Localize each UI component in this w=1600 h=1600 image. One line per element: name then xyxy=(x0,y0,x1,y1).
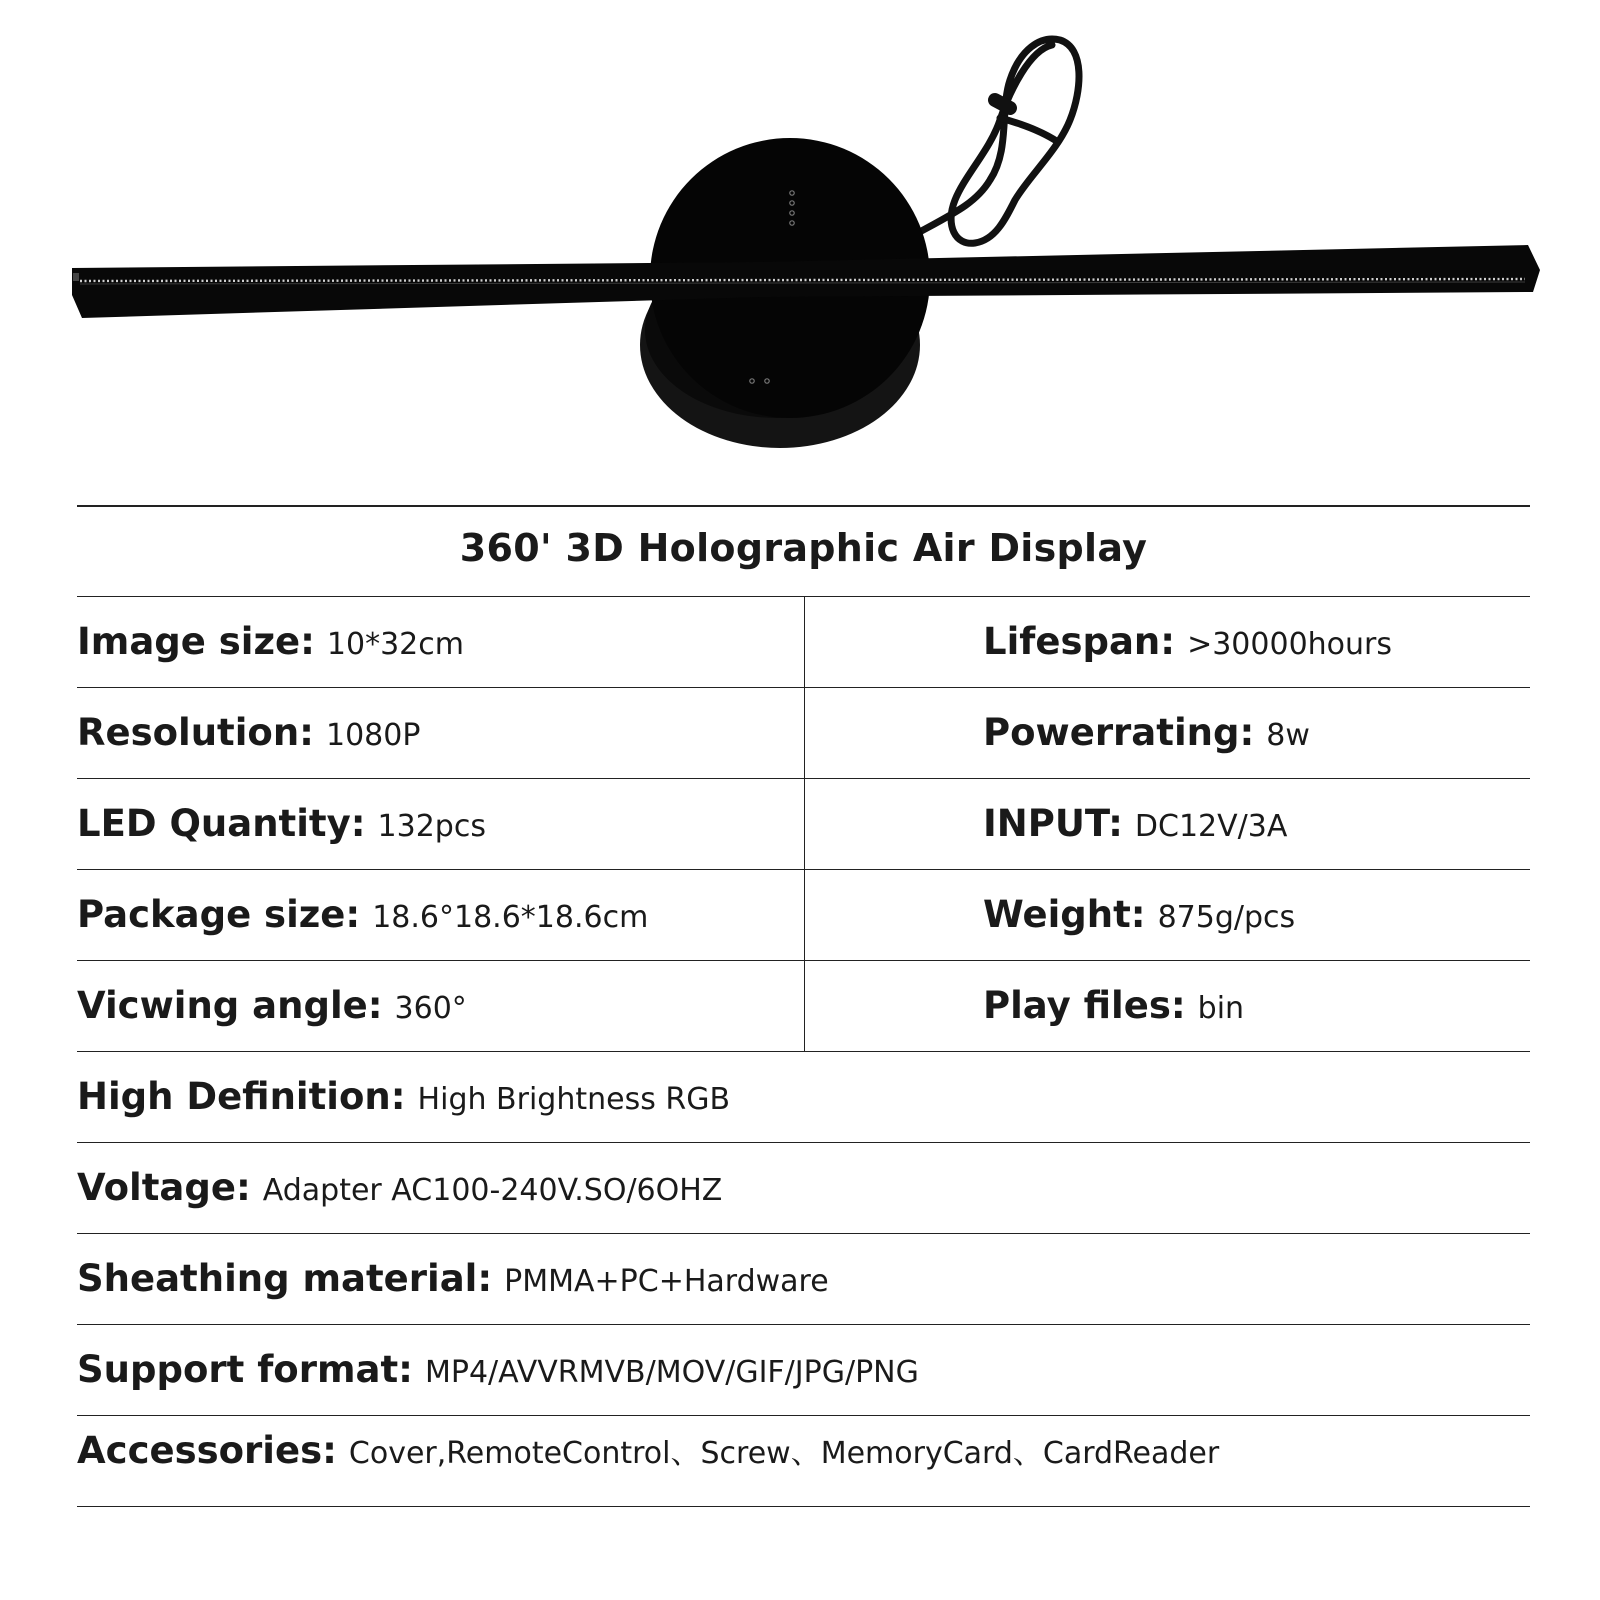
spec-label: Vicwing angle: xyxy=(77,984,383,1027)
spec-play-files xyxy=(983,960,1244,1051)
spec-value: 10*32cm xyxy=(326,627,464,662)
spec-sheathing-material xyxy=(77,1233,829,1324)
spec-package-size xyxy=(77,869,648,960)
spec-label: Lifespan: xyxy=(983,620,1176,663)
spec-label: Accessories: xyxy=(77,1429,337,1472)
spec-value: Cover,RemoteControl、Screw、MemoryCard、CardReader xyxy=(348,1436,1220,1471)
spec-label: Support format: xyxy=(77,1348,413,1391)
spec-input xyxy=(983,778,1287,869)
spec-support-format xyxy=(77,1324,919,1415)
spec-value: PMMA+PC+Hardware xyxy=(504,1264,829,1299)
spec-label: Resolution: xyxy=(77,711,314,754)
spec-image-size xyxy=(77,596,464,687)
spec-label: LED Quantity: xyxy=(77,802,366,845)
spec-label: Play files: xyxy=(983,984,1186,1027)
spec-power-rating xyxy=(983,687,1310,778)
spec-value: 1080P xyxy=(325,718,421,753)
power-cable xyxy=(905,39,1079,243)
spec-viewing-angle xyxy=(77,960,467,1051)
spec-value: MP4/AVVRMVB/MOV/GIF/JPG/PNG xyxy=(424,1355,919,1390)
spec-label: Weight: xyxy=(983,893,1146,936)
spec-voltage xyxy=(77,1142,722,1233)
product-image xyxy=(0,0,1600,480)
spec-value: bin xyxy=(1197,991,1245,1026)
spec-led-quantity xyxy=(77,778,486,869)
spec-accessories xyxy=(77,1405,1219,1496)
spec-high-definition xyxy=(77,1051,730,1142)
spec-label: Voltage: xyxy=(77,1166,251,1209)
table-bottom-rule xyxy=(77,1506,1530,1507)
spec-value: 18.6°18.6*18.6cm xyxy=(372,900,649,935)
spec-value: 132pcs xyxy=(377,809,486,844)
spec-label: Powerrating: xyxy=(983,711,1255,754)
spec-value: 8w xyxy=(1266,718,1310,753)
spec-value: 360° xyxy=(394,991,467,1026)
spec-value: Adapter AC100-240V.SO/6OHZ xyxy=(262,1173,723,1208)
spec-value: High Brightness RGB xyxy=(417,1082,731,1117)
spec-value: >30000hours xyxy=(1187,627,1392,662)
spec-label: High Definition: xyxy=(77,1075,406,1118)
spec-value: 875g/pcs xyxy=(1157,900,1296,935)
spec-label: Sheathing material: xyxy=(77,1257,493,1300)
product-title: 360' 3D Holographic Air Display xyxy=(459,526,1148,570)
column-divider xyxy=(804,596,805,1051)
spec-label: Package size: xyxy=(77,893,361,936)
spec-label: Image size: xyxy=(77,620,315,663)
spec-lifespan xyxy=(983,596,1392,687)
spec-value: DC12V/3A xyxy=(1134,809,1288,844)
spec-weight xyxy=(983,869,1295,960)
spec-resolution xyxy=(77,687,420,778)
spec-label: INPUT: xyxy=(983,802,1123,845)
